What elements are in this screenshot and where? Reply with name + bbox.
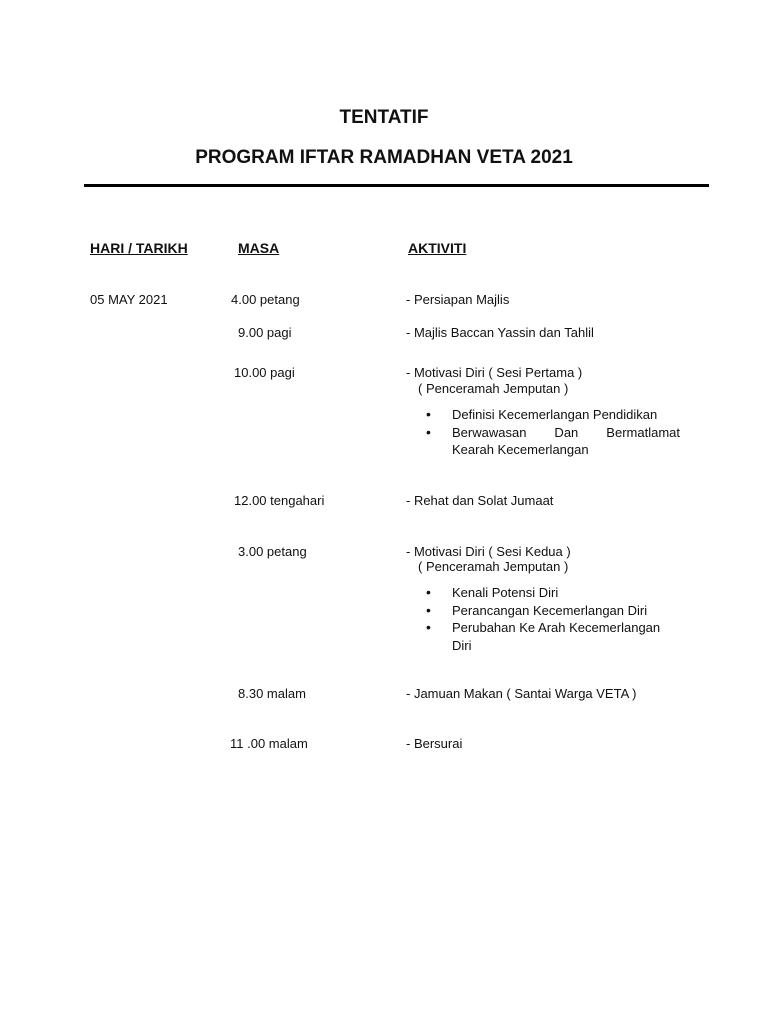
bullet-item: • Berwawasan Dan Bermatlamat (426, 424, 680, 442)
row-time: 11 .00 malam (230, 736, 308, 751)
bullet-item: • Perubahan Ke Arah Kecemerlangan (426, 619, 680, 637)
column-header-date: HARI / TARIKH (90, 240, 188, 256)
bullet-continuation: Diri (452, 637, 472, 653)
bullet-list (426, 406, 680, 459)
row-note: ( Penceramah Jemputan ) (418, 381, 569, 396)
row-time: 4.00 petang (231, 292, 300, 307)
row-activity: - Bersurai (406, 736, 463, 751)
row-activity: - Rehat dan Solat Jumaat (406, 493, 554, 508)
bullet-item: • Perancangan Kecemerlangan Diri (426, 602, 680, 620)
row-activity: - Majlis Baccan Yassin dan Tahlil (406, 325, 594, 340)
row-activity: - Motivasi Diri ( Sesi Pertama ) (406, 365, 583, 380)
title-divider (84, 184, 709, 187)
row-time: 8.30 malam (238, 686, 306, 701)
bullet-continuation: Kearah Kecemerlangan (452, 442, 589, 457)
row-time: 3.00 petang (238, 544, 307, 559)
document-title: TENTATIF (339, 107, 429, 128)
bullet-item: • Kenali Potensi Diri (426, 584, 680, 602)
row-note: ( Penceramah Jemputan ) (418, 559, 569, 574)
row-activity: - Motivasi Diri ( Sesi Kedua ) (406, 544, 571, 559)
column-header-time: MASA (238, 240, 280, 256)
schedule-date: 05 MAY 2021 (90, 292, 168, 307)
row-activity: - Jamuan Makan ( Santai Warga VETA ) (406, 686, 637, 701)
document-subtitle: PROGRAM IFTAR RAMADHAN VETA 2021 (195, 147, 573, 168)
row-time: 10.00 pagi (234, 365, 295, 380)
bullet-list (426, 584, 680, 654)
column-header-activity: AKTIVITI (408, 240, 467, 256)
row-time: 12.00 tengahari (234, 493, 325, 508)
row-time: 9.00 pagi (238, 325, 292, 340)
row-activity: - Persiapan Majlis (406, 292, 510, 307)
bullet-item: • Definisi Kecemerlangan Pendidikan (426, 406, 680, 424)
